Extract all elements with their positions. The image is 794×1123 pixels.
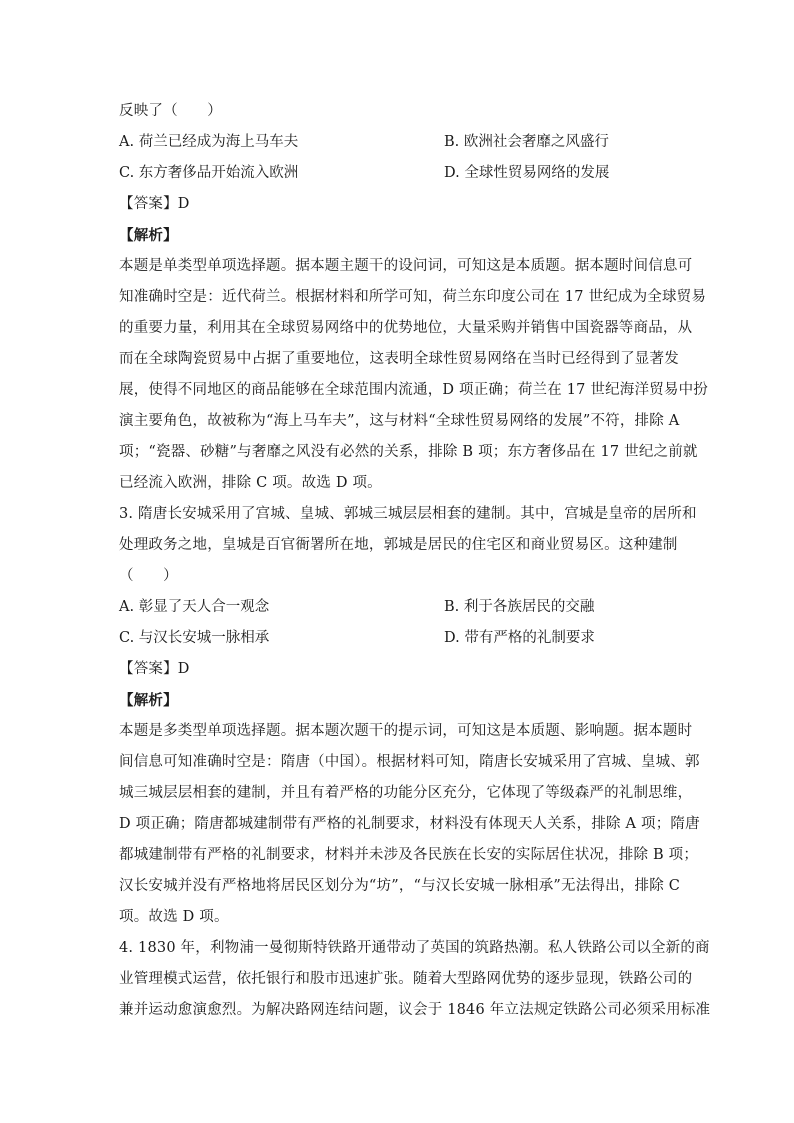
option-a: A. 荷兰已经成为海上马车夫 xyxy=(119,134,299,150)
option-d: D. 全球性贸易网络的发展 xyxy=(444,165,610,181)
question-3-analysis-title: 【解析】 xyxy=(119,692,178,709)
question-3-stem-line: 3. 隋唐长安城采用了宫城、皇城、郭城三城层层相套的建制。其中，宫城是皇帝的居所和 xyxy=(119,506,697,522)
question-2-analysis-line: 项；“瓷器、砂糖”与奢靡之风没有必然的关系，排除 B 项；东方奢侈品在 17 世纪之前就 xyxy=(119,444,698,460)
question-3-analysis-line: 城三城层层相套的建制，并且有着严格的功能分区充分，它体现了等级森严的礼制思维， xyxy=(119,785,693,801)
question-2-analysis-line: 而在全球陶瓷贸易中占据了重要地位，这表明全球性贸易网络在当时已经得到了显著发 xyxy=(119,351,679,367)
question-4-stem-line: 兼并运动愈演愈烈。为解决路网连结问题，议会于 1846 年立法规定铁路公司必须采用标准 xyxy=(119,1002,711,1018)
question-2-options-row-1 xyxy=(119,127,679,158)
question-4-stem-line: 4. 1830 年，利物浦一曼彻斯特铁路开通带动了英国的筑路热潮。私人铁路公司以全新的商 xyxy=(119,940,710,956)
question-3-stem-line: 处理政务之地，皇城是百官衙署所在地，郭城是居民的住宅区和商业贸易区。这种建制 xyxy=(119,537,678,553)
option-d: D. 带有严格的礼制要求 xyxy=(444,630,595,646)
question-2-analysis-line: 已经流入欧洲，排除 C 项。故选 D 项。 xyxy=(119,475,382,491)
question-3-analysis-line: 项。故选 D 项。 xyxy=(119,909,229,925)
question-3-analysis-line: 都城建制带有严格的礼制要求，材料并未涉及各民族在长安的实际居住状况，排除 B 项； xyxy=(119,847,699,863)
question-2-analysis-line: 本题是单类型单项选择题。据本题主题干的设问词，可知这是本质题。据本题时间信息可 xyxy=(119,258,693,274)
option-b: B. 利于各族居民的交融 xyxy=(444,599,595,615)
document-page xyxy=(119,96,711,1026)
question-4-stem-line: 业管理模式运营，依托银行和股市迅速扩张。随着大型路网优势的逐步显现，铁路公司的 xyxy=(119,971,693,987)
question-3-analysis-line: 本题是多类型单项选择题。据本题次题干的提示词，可知这是本质题、影响题。据本题时 xyxy=(119,723,693,739)
question-3-stem-line: （ ） xyxy=(119,568,178,584)
question-2-analysis-line: 的重要力量，利用其在全球贸易网络中的优势地位，大量采购并销售中国瓷器等商品，从 xyxy=(119,320,693,336)
option-a: A. 彰显了天人合一观念 xyxy=(119,599,270,615)
question-3-analysis-line: 汉长安城并没有严格地将居民区划分为“坊”，“与汉长安城一脉相承”无法得出，排除 C xyxy=(119,878,681,894)
question-3-analysis-line: 间信息可知准确时空是：隋唐（中国）。根据材料可知，隋唐长安城采用了宫城、皇城、郭 xyxy=(119,754,700,770)
question-2-analysis-title: 【解析】 xyxy=(119,227,178,244)
option-c: C. 东方奢侈品开始流入欧洲 xyxy=(119,165,299,181)
option-c: C. 与汉长安城一脉相承 xyxy=(119,630,270,646)
question-2-options-row-2 xyxy=(119,158,679,189)
option-b: B. 欧洲社会奢靡之风盛行 xyxy=(444,134,609,150)
question-3-options-row-2 xyxy=(119,623,679,654)
question-3-answer: 【答案】D xyxy=(119,661,190,677)
question-2-answer: 【答案】D xyxy=(119,196,190,212)
question-3-analysis-line: D 项正确；隋唐都城建制带有严格的礼制要求，材料没有体现天人关系，排除 A 项；隋唐 xyxy=(119,816,700,832)
question-2-analysis-line: 演主要角色，故被称为“海上马车夫”，这与材料“全球性贸易网络的发展”不符，排除 A xyxy=(119,413,680,429)
question-2-analysis-line: 展，使得不同地区的商品能够在全球范围内流通，D 项正确；荷兰在 17 世纪海洋贸易中扮 xyxy=(119,382,709,398)
question-2-stem-tail: 反映了（ ） xyxy=(119,103,222,119)
question-2-analysis-line: 知准确时空是：近代荷兰。根据材料和所学可知，荷兰东印度公司在 17 世纪成为全球贸易 xyxy=(119,289,707,305)
question-3-options-row-1 xyxy=(119,592,679,623)
